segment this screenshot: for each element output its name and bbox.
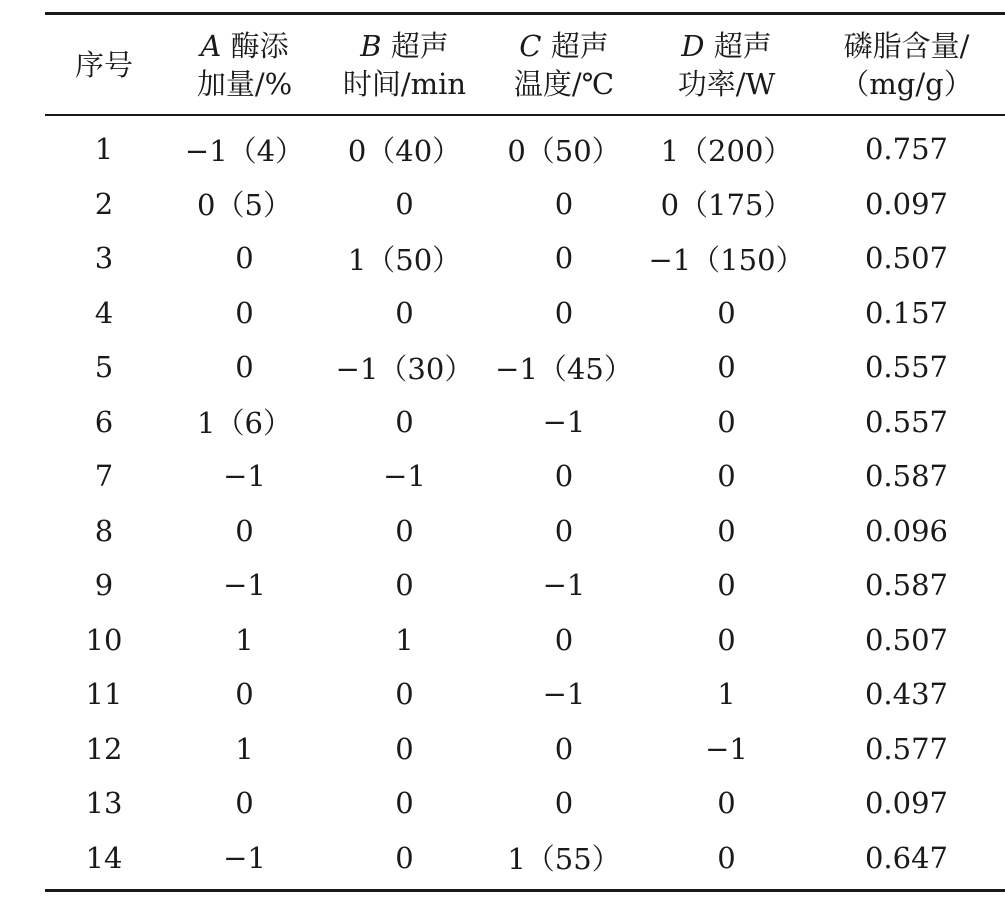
data-table-container [45, 12, 1005, 892]
cell-enzyme-dosage: 0 [235, 295, 254, 330]
cell-ultrasonic-power: −1（150） [648, 242, 805, 277]
cell-ultrasonic-power: 0 [717, 295, 736, 330]
cell-seq: 1 [94, 132, 114, 167]
cell-ultrasonic-power: 0 [717, 404, 736, 439]
cell-ultrasonic-temperature: 0 [554, 241, 574, 276]
header-ultrasonic-time-var: B [360, 28, 382, 63]
header-ultrasonic-temperature-var: C [519, 28, 542, 63]
cell-phospholipid-content: 0.557 [864, 404, 949, 439]
cell-ultrasonic-time: 0 [395, 731, 414, 766]
table-row [45, 776, 1005, 831]
header-ultrasonic-power-text: 超声 [713, 28, 772, 63]
cell-phospholipid-content: 0.587 [864, 459, 949, 494]
header-phospholipid-content [808, 14, 1005, 116]
cell-seq: 12 [85, 731, 123, 766]
cell-enzyme-dosage: −1 [223, 840, 266, 875]
cell-seq: 5 [94, 350, 114, 385]
header-enzyme-dosage [163, 14, 326, 116]
header-ultrasonic-power [645, 14, 808, 116]
cell-seq: 7 [94, 459, 114, 494]
cell-enzyme-dosage: 1 [235, 622, 254, 657]
cell-seq: 14 [85, 840, 123, 875]
cell-ultrasonic-temperature: 0（50） [507, 133, 621, 168]
experiment-results-table [45, 12, 1005, 892]
table-header [45, 14, 1005, 116]
cell-ultrasonic-temperature: 0 [554, 622, 574, 657]
header-ultrasonic-temperature [483, 14, 645, 116]
header-enzyme-dosage-var: A [200, 28, 222, 63]
cell-ultrasonic-temperature: −1 [542, 568, 586, 603]
cell-enzyme-dosage: 0 [235, 513, 254, 548]
cell-phospholipid-content: 0.647 [864, 840, 949, 875]
cell-phospholipid-content: 0.587 [864, 568, 949, 603]
cell-ultrasonic-power: 1（200） [660, 133, 793, 168]
cell-ultrasonic-temperature: 0 [554, 786, 574, 821]
cell-phospholipid-content: 0.507 [864, 241, 949, 276]
cell-phospholipid-content: 0.757 [864, 132, 949, 167]
header-ultrasonic-power-line2: 功率/W [677, 66, 776, 101]
cell-ultrasonic-temperature: 0 [554, 731, 574, 766]
table-row [45, 340, 1005, 395]
cell-seq: 9 [94, 568, 114, 603]
table-row [45, 831, 1005, 891]
table-row [45, 504, 1005, 559]
cell-ultrasonic-time: 0 [395, 840, 414, 875]
header-ultrasonic-time-line1 [326, 27, 483, 65]
table-body [45, 115, 1005, 891]
cell-ultrasonic-temperature: 0 [554, 295, 574, 330]
cell-ultrasonic-time: 1 [395, 622, 414, 657]
header-phospholipid-content-line1: 磷脂含量/ [843, 28, 970, 63]
header-ultrasonic-power-var: D [681, 28, 705, 63]
cell-enzyme-dosage: 1 [235, 731, 254, 766]
cell-enzyme-dosage: −1（4） [184, 133, 305, 168]
cell-ultrasonic-temperature: −1（45） [495, 351, 633, 386]
cell-ultrasonic-power: 0 [717, 513, 736, 548]
header-ultrasonic-power-line1 [645, 27, 808, 65]
header-ultrasonic-time [326, 14, 483, 116]
header-ultrasonic-temperature-line1 [483, 27, 645, 65]
cell-ultrasonic-time: −1（30） [335, 351, 474, 386]
cell-phospholipid-content: 0.507 [864, 622, 949, 657]
cell-ultrasonic-power: 0 [717, 568, 736, 603]
table-row [45, 115, 1005, 177]
cell-phospholipid-content: 0.096 [864, 513, 949, 548]
cell-ultrasonic-time: 0 [395, 404, 414, 439]
cell-ultrasonic-temperature: 0 [554, 459, 574, 494]
cell-seq: 10 [85, 622, 123, 657]
cell-ultrasonic-time: 0 [395, 568, 414, 603]
cell-phospholipid-content: 0.437 [864, 677, 949, 712]
cell-ultrasonic-power: 0 [717, 786, 736, 821]
table-row [45, 177, 1005, 232]
cell-seq: 4 [94, 295, 114, 330]
cell-seq: 8 [94, 513, 114, 548]
cell-ultrasonic-power: −1 [705, 731, 748, 766]
header-ultrasonic-temperature-line2: 温度/℃ [513, 66, 615, 101]
table-row [45, 558, 1005, 613]
cell-seq: 11 [85, 677, 123, 712]
header-seq [45, 14, 163, 116]
cell-phospholipid-content: 0.097 [864, 786, 949, 821]
table-row [45, 722, 1005, 777]
header-phospholipid-content-line2: （mg/g） [840, 66, 973, 101]
header-seq-label: 序号 [74, 47, 133, 82]
cell-phospholipid-content: 0.157 [864, 295, 949, 330]
cell-ultrasonic-time: 1（50） [347, 242, 462, 277]
table-row [45, 667, 1005, 722]
cell-ultrasonic-temperature: 0 [554, 186, 574, 221]
cell-enzyme-dosage: 0（5） [197, 188, 292, 223]
cell-enzyme-dosage: −1 [223, 568, 266, 603]
cell-ultrasonic-time: 0 [395, 513, 414, 548]
table-row [45, 613, 1005, 668]
cell-seq: 13 [85, 786, 123, 821]
cell-ultrasonic-temperature: −1 [542, 677, 586, 712]
cell-ultrasonic-time: 0 [395, 677, 414, 712]
cell-ultrasonic-time: 0 [395, 786, 414, 821]
table-row [45, 449, 1005, 504]
cell-seq: 2 [94, 186, 114, 221]
cell-phospholipid-content: 0.557 [864, 350, 949, 385]
cell-phospholipid-content: 0.577 [864, 731, 949, 766]
cell-seq: 6 [94, 404, 114, 439]
header-ultrasonic-temperature-text: 超声 [550, 28, 609, 63]
cell-ultrasonic-power: 0 [717, 622, 736, 657]
cell-ultrasonic-power: 1 [717, 677, 736, 712]
cell-ultrasonic-power: 0 [717, 350, 736, 385]
table-row [45, 395, 1005, 450]
cell-ultrasonic-power: 0（175） [660, 188, 793, 223]
cell-ultrasonic-time: 0（40） [347, 133, 462, 168]
cell-ultrasonic-power: 0 [717, 840, 736, 875]
cell-ultrasonic-time: 0 [395, 295, 414, 330]
cell-ultrasonic-temperature: 0 [554, 513, 574, 548]
header-enzyme-dosage-text: 酶添 [230, 28, 289, 63]
header-ultrasonic-time-text: 超声 [390, 28, 449, 63]
table-row [45, 231, 1005, 286]
cell-ultrasonic-power: 0 [717, 459, 736, 494]
cell-ultrasonic-temperature: 1（55） [507, 842, 621, 877]
cell-seq: 3 [94, 241, 114, 276]
cell-ultrasonic-time: −1 [383, 459, 426, 494]
cell-enzyme-dosage: 0 [235, 350, 254, 385]
cell-enzyme-dosage: 0 [235, 786, 254, 821]
cell-enzyme-dosage: −1 [223, 459, 266, 494]
header-ultrasonic-time-line2: 时间/min [342, 66, 467, 101]
cell-phospholipid-content: 0.097 [864, 186, 949, 221]
cell-enzyme-dosage: 0 [235, 241, 254, 276]
cell-ultrasonic-time: 0 [395, 186, 414, 221]
header-enzyme-dosage-line1 [163, 27, 326, 65]
header-enzyme-dosage-line2: 加量/% [196, 66, 293, 101]
header-row [45, 14, 1005, 116]
cell-ultrasonic-temperature: −1 [542, 404, 586, 439]
table-row [45, 286, 1005, 341]
cell-enzyme-dosage: 0 [235, 677, 254, 712]
cell-enzyme-dosage: 1（6） [197, 406, 292, 441]
